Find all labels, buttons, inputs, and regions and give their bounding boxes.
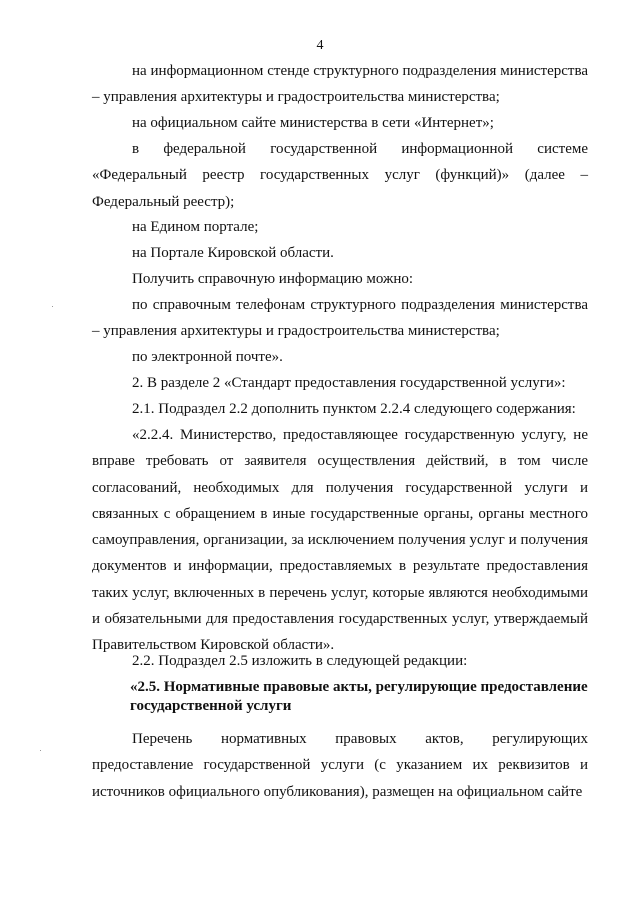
scan-speck bbox=[52, 306, 53, 307]
paragraph-info-stand: на информационном стенде структурного подразделения министерства – управления архитектуры и градостроительства министерства; bbox=[92, 63, 588, 106]
paragraph-section-2: 2. В разделе 2 «Стандарт предоставления государственной услуги»: bbox=[132, 375, 566, 391]
paragraph-clause-2-2-4: «2.2.4. Министерство, предоставляющее государственную услугу, не вправе требовать от заявителя осуществления действий, в том числе согласований, необходимых для получения государственной услуги и связанных с обращением в иные государственные органы, органы местного самоуправления, организации, за исключением получения услуг и получения документов и информации, предоставляемых в результате предоставления таких услуг, включенных в перечень услуг, которые являются необходимыми и обязательными для предоставления государственных услуг, утверждаемый Правительством Кировской области». bbox=[92, 427, 588, 654]
section-heading-2-5: «2.5. Нормативные правовые акты, регулирующие предоставление государственной услуги bbox=[130, 679, 588, 714]
paragraph-phones: по справочным телефонам структурного подразделения министерства – управления архитектуры и градостроительства министерства; bbox=[92, 297, 588, 340]
paragraph-unified-portal: на Едином портале; bbox=[132, 219, 259, 235]
paragraph-kirov-portal: на Портале Кировской области. bbox=[132, 245, 334, 261]
page-number: 4 bbox=[316, 38, 324, 53]
scan-speck bbox=[40, 750, 41, 751]
paragraph-federal-registry: в федеральной государственной информационной системе «Федеральный реестр государственных услуг (функций)» (далее – Федеральный реестр); bbox=[92, 141, 588, 210]
paragraph-legal-acts-list: Перечень нормативных правовых актов, регулирующих предоставление государственной услуги (с указанием их реквизитов и источников официального опубликования), размещен на официальном сайте bbox=[92, 731, 588, 800]
paragraph-subsection-2-1: 2.1. Подраздел 2.2 дополнить пунктом 2.2.4 следующего содержания: bbox=[132, 401, 576, 417]
paragraph-email: по электронной почте». bbox=[132, 349, 283, 365]
paragraph-website: на официальном сайте министерства в сети «Интернет»; bbox=[132, 115, 494, 131]
paragraph-reference-info: Получить справочную информацию можно: bbox=[132, 271, 414, 287]
paragraph-subsection-2-2: 2.2. Подраздел 2.5 изложить в следующей редакции: bbox=[132, 653, 468, 669]
